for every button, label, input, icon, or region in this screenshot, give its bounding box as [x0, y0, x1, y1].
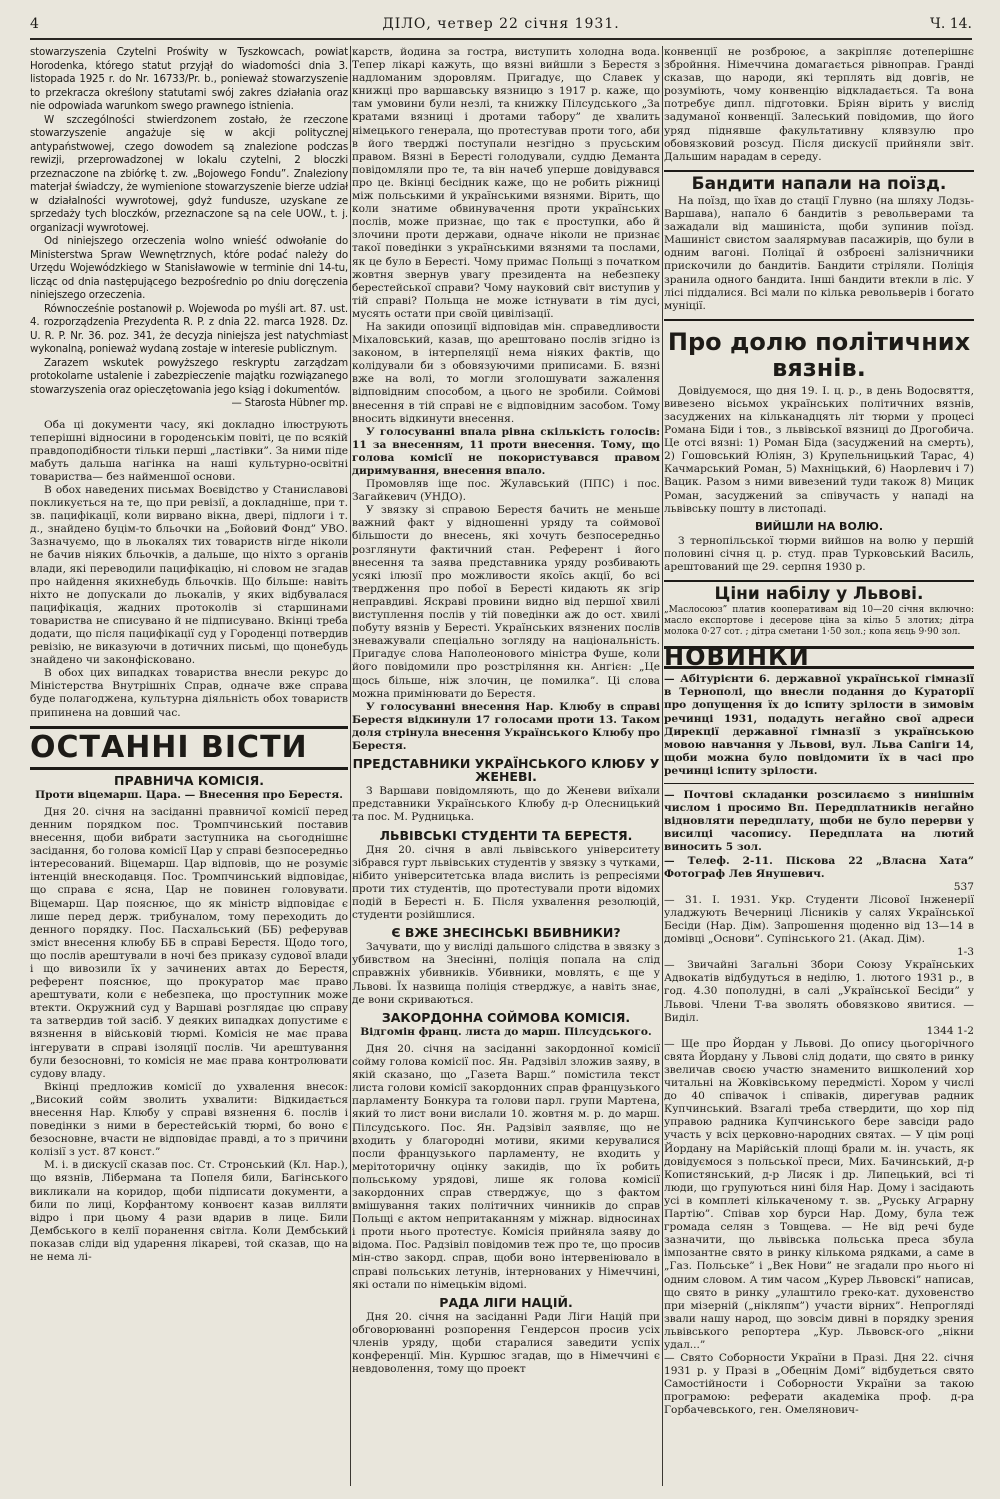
price-list: „Маслосоюз” платив кооперативам від 10—20 січня включно: масло експортове і десерове ціна за кільо 5 злотих; дітра молока 0·27 сот. ; дітра сметани 1·50 зол.; копа яєць 9·90 зол.	[664, 605, 974, 638]
polish-paragraph: Równocześnie postanowił p. Wojewoda po myśli art. 87. ust. 4. rozporządzenia Prezydenta R. P. z dnia 22. marca 1928. Dz. U. R. P. Nr. 36. poz. 341, że decyzja niniejsza jest natychmiast wykonalną, ponieważ wydaną zostaje w interesie publicznym.	[30, 302, 348, 355]
article-paragraph: Дня 20. січня в авлі львівського університету зібрався гурт львівських студентів у звязку з чутками, нібито університетська влада вислить із репресіями проти тих студентів, що протестували проти відомих подій в Бересті н. Б. Після ухвалення резолюцій, студенти розійшлися.	[352, 843, 660, 922]
headline-geneva: ПРЕДСТАВНИКИ УКРАЇНСЬКОГО КЛЮБУ У ЖЕНЕВІ.	[352, 756, 660, 785]
article-paragraph: З Варшави повідомляють, що до Женеви виїхали представники Українського Клюбу д-р Олесницький та пос. М. Рудницька.	[352, 785, 660, 824]
article-paragraph: Промовляв іще пос. Жулавський (ППС) і пос. Загайкевич (УНДО).	[352, 478, 660, 504]
article-paragraph: В обох наведених письмах Воєвідство у Станиславові покликується на те, що при ревізії, а докладніше, при т. зв. пацифікації, коли вирвано вікна, двері, підлоги і т. д., знайдено буцім-то бльочки на „Бойовий Фонд” УВО. Зазначуємо, що в льокалях тих товариств нігде ніколи не бачив ніяких бльочків, а дальше, що ніхто з органів влади, які переводили пацифікацію, ні словом не згадав про найдення якихнебудь бльочків. Що більше: навіть ніхто не допускали до льокалів, у яких відбувалася пацифікація, жадних протоколів зі старшинами товариства не списувано й не підписувано. Вкінці треба додати, що після пацифікації суд у Городенці потвердив ревізію, не виказуючи в дотичних письмі, що щонебудь знайдено чи законфісковано.	[30, 483, 348, 667]
headline-freed: ВИЙШЛИ НА ВОЛЮ.	[754, 519, 884, 533]
article-paragraph: карств, йодина за гостра, виступить холодна вода. Тепер лікарі кажуть, що вязні вийшли з Берестя з надломаним здоровлям. Пригадує, що Славек у книжці про варшавську вязницю з 1917 р. каже, що там умовини були незлі, та книжку Пілсудського „За кратами вязниці і дротами табору” де хвалить німецького генерала, що протестував проти того, аби в його тверджі поступали незгідно з прусьским правом. Вязні в Бересті голодували, суддю Деманта повідомляли про те, та він начеб уперше довідувався про це. Вкінці бесідник каже, що не робить ріжниці між польськими й українськими вязнями. Вірить, що коли знатиме обвинувачення проти українських послів, може признає, що так є проступки, або й злочини проти держави, одначе ніколи не признає такої поведінки з українськими вязнями та послами, як це було в Бересті. Чому примас Польщі з початком жовтня звернув увагу президента на небезпеку берестейської справи? Чому науковий світ виступив у тій справі? Польща не може істнувати в тім дусі, мусять остати при своїй цивілізації.	[352, 46, 660, 320]
ad-number: 1-3	[956, 946, 974, 959]
article-paragraph: Довідуємося, що дня 19. I. ц. р., в день Водосвяття, вивезено вісьмох українських політичних вязнів, засуджених на кільканадцять літ тюрми у процесі Романа Біди і тов., з львівської вязниці до Дрогобича. Це отсі вязні: 1) Роман Біда (засуджений на смерть), 2) Гошовський Юліян, 3) Крупельницький Тарас, 4) Качмарський Роман, 5) Махніцький, 6) Наорлевич і 7) Вацик. Разом з ними вивезений туди також 8) Мицик Роман, засуджений за співучасть у нападі на львівську пошту в листопаді.	[664, 384, 974, 515]
news-item: — Почтові складанки розсилаємо з нинішнім числом і просимо Вп. Передплатників негайно відновляти передплату, щоби не було перерви у висилці часопису. Передплата на лютий виносить 5 зол.	[664, 789, 974, 854]
headline-foreign-commission: ЗАКОРДОННА СОЙМОВА КОМІСІЯ.	[381, 1009, 631, 1025]
vote-result: У голосуванні внесення Нар. Клюбу в справі Берестя відкинули 17 голосами проти 13. Таком доля стрінула внесення Українського Клюбу про Берестя.	[352, 700, 660, 752]
news-item: — Ще про Йордан у Львові. До опису цьогорічного свята Йордану у Львові слід додати, що свято в ринку звеличав своєю участю знаменито вишколений хор читальні на Жовківському передмісті. Хором у числі до 40 співачок і співаків, дирегував радник Купчинський. Взагалі треба ствердити, що хор під управою радника Купчинського бере завсіди радо участь у всіх церковно-народних святах. — У цім році Йордану на Марійській площі брали м. ін. участь, як довідуємося з польської преси, Мих. Бачинський, д-р Копистянський, д-р Лисяк і др. Липецький, всі ті люди, що групуються нині біля Нар. Дому і засідають усі в комплеті кількаченому т. зв. „Руську Аграрну Партію”. Співав хор бурси Нар. Дому, була теж громада селян з Товщева. — Не від речі буде зазначити, що львівська польська преса збула імпозантне свято в ринку кількома рядками, а саме в „Газ. Польське” і „Век Нови” не згадали про нього ні одним словом. А тим часом „Курер Львовскі” написав, що свято в ринку „улаштило греко-кат. духовенство при мізерній („нікляпм”) участи вірних”. Непрогляді звали нашу народ, що зовсім дивні в порядку зрения львівського репортера „Кур. Львовск-ого „нікни удал...”	[664, 1037, 974, 1351]
column-rule	[350, 46, 351, 1486]
article-paragraph: На закиди опозиції відповідав мін. справедливости Міхаловський, казав, що арештовано послів згідно із законом, в інтерпеляції нема ніяких фактів, що колідували би з обовязуючими приписами. Б. вязні вже на волі, то могли зголошувати зажалення відповідним способом, а цього не зробили. Соймові внесення в тій справі не є відповідним засобом. Тому вносить відкинути внесення.	[352, 320, 660, 425]
news-item: — Абітурієнти 6. державної української гімназії в Тернополі, що внесли подання до Кураторії про допущення їх до іспиту зрілости в зимовім речинці 1931, подадуть негайно свої адреси Дирекції державної гімназії з українською мовою навчання у Львові, вул. Льва Сапіги 14, щоби можна було повідомити їх в часі про речинці іспиту зрілости.	[664, 673, 974, 777]
page-header	[30, 14, 972, 40]
vote-result: У голосуванні впала рівна скількість голосів: 11 за внесенням, 11 проти внесення. Тому, що голова комісії не покористувався правом диримування, внесення впало.	[352, 425, 660, 477]
article-paragraph: Вкінці предложив комісії до ухвалення внесок: „Високий сойм зволить ухвалити: Відкидається внесення Нар. Клюбу у справі вязнення 6. послів і поведінки з ними в берестейській тюрмі, бо воно є безосновне, вчасти не відповідає правді, а то з причини колізії з уст. 87 конст.”	[30, 1080, 348, 1159]
masthead-title: ДІЛО, четвер 22 січня 1931.	[382, 16, 620, 32]
column-left	[30, 46, 348, 1486]
section-title-latest-news: ОСТАННІ ВІСТИ	[30, 726, 348, 770]
ad-number: 537	[953, 880, 974, 893]
article-paragraph: М. і. в дискусії сказав пос. Ст. Стронський (Кл. Нар.), що вязнів, Лібермана та Попеля били, Багінського викликали на коридор, щоби підписати документи, а били по лиці, Корфантому конвоєнт казав вилляти відро і при цьому 4 рази вдарив в лице. Били Дембського в келії поранення світла. Коли Дембський показав сліди від ударення лікареві, той сказав, що на не нема лі-	[30, 1159, 348, 1264]
article-paragraph: З тернопільської тюрми вийшов на волю у першій половині січня ц. р. студ. прав Турковський Василь, арештований ще 29. серпня 1930 р.	[664, 534, 974, 573]
news-item: — Звичайні Загальні Збори Союзу Українських Адвокатів відбудуться в неділю, 1. лютого 1931 р., в год. 4.30 пополудні, в салі „Української Бесіди” у Львові. Члени Т-ва зволять обовязково явитися. — Виділ.	[664, 959, 974, 1024]
article-paragraph: Оба ці документи часу, які докладно ілюструють теперішні відносини в городенськім повіті, це по всякій правдоподібности тільки перші „ластівки”. За ними піде мабуть дальша нагінка на наші культурно-освітні товариства— без найменшої основи.	[30, 418, 348, 483]
article-paragraph: Дня 20. січня на засіданні закордонної комісії сойму голова комісії пос. Ян. Радзівіл зложив заяву, в якій сказано, що „Газета Варш.” помістила текст листа голови комісії закордонних справ французького парламенту Бонкура та голови парл. групи Мартена, який то лист вони вислали 10. жовтня м. р. до марш. Пілсудського. Пос. Ян. Радзівіл заявляє, що не входить у благородні мотиви, якими керувалися посли французького парламенту, не входить у мерітоторичну оцінку закидів, що їх робить польському урядові, лише як голова комісії закордонних справ стверджує, що з фактом вмішування таких політичних чинників до справ Польщі є актом непритаканням у міжнар. відносинах і проти нього протестує. Комісія прийняла заяву до відома. Пос. Радзівіл повідомив теж про те, що просив мін-ство закорд. справ, щоби воно інтервеніювало в справі польських летунів, інтернованих у Німеччині, які остали по німецькім відомі.	[352, 1042, 660, 1291]
headline-bandits: Бандити напали на поїзд.	[691, 173, 947, 194]
article-paragraph: конвенції не розброює, а закріпляє дотеперішнє збройння. Німеччина домагається рівноправ. Гранді сказав, що народи, які терплять від довгів, не розуміють, чому конвенцію відкладається. Та вона потребує дипл. підготовки. Бріян вірить у вислід задуманої конвенції. Залеський повідомив, що його уряд піднявше факультативну клявзулю про обовязковий розсуд. Після дискусії прийняли звіт. Дальшим нарадам в середу.	[664, 46, 974, 163]
article-paragraph: Дня 20. січня на засіданні правничої комісії перед денним порядком пос. Тромпчинський поставив внесення, щоби вибрати заступника на сьогоднішнє засідання, бо голова комісії Цар у справі безпосередньо інтересований. Віцемарш. Цар відповів, що не розуміє інтенцій внескодавця. Пос. Тромпчинський відповідає, що справа є ясна, Цар не повинен головувати. Віцемарш. Цар пояснює, що як міністр відповідає є лише перед держ. трибуналом, тому переходить до денного порядку. Пос. Пасхальський (ББ) реферував зміст внесення клюбу ББ в справі Берестя. Щодо того, що послів арештували в ночі без приказу судової влади і що вивозили їх у зачинених автах до Берестя, референт пояснює, що прокуратор має право арештувати, коли є небезпека, що проступник може втекти. Окружний суд у Варшаві розглядає цю справу та затвердив той засіб. У деяких випадках допустиме є вязнення в військовій тюрмі. Комісія не має права інгерувати в справі ізоляції послів. Чи арештування були безосновні, то комісія не має права контролювати судову владу.	[30, 805, 348, 1080]
polish-paragraph: Od niniejszego orzeczenia wolno wnieść odwołanie do Ministerstwa Spraw Wewnętrznych, które podać należy do Urzędu Wojewódzkiego w Stanisławowie w terminie dni 14-tu, licząc od dnia następującego bezpośrednio po dniu doręczenia niniejszego orzeczenia.	[30, 235, 348, 301]
news-item: — Телеф. 2-11. Піскова 22 „Власна Хата” Фотограф Лев Янушевич.	[664, 854, 974, 880]
article-paragraph: Дня 20. січня на засіданні Ради Ліги Націй при обговорюванні розпорення Гендерсон просив усіх членів уряду, щоби старалися заведити успіх конференції. Мін. Куршюс згадав, що в Німеччині є невдоволення, тому що проект	[352, 1310, 660, 1376]
section-title-news: НОВИНКИ	[664, 646, 974, 669]
page-number: 4	[30, 16, 39, 32]
headline-znesinnia: Є ВЖЕ ЗНЕСІНСЬКІ ВБИВНИКИ?	[391, 925, 621, 941]
headline-legal-commission: ПРАВНИЧА КОМІСІЯ.	[113, 772, 264, 788]
headline-dairy-prices: Ціни набілу у Львові.	[714, 584, 924, 605]
column-middle	[352, 46, 660, 1486]
column-right	[664, 46, 974, 1486]
article-paragraph: У звязку зі справою Берестя бачить не меньше важний факт у відношенні уряду та соймової більшости до внесень, які хочуть безпосередньо розглянути фактичний стан. Референт і його внесення та заява представника уряду розбивають усякі ілюзії про можливости якоїсь акції, бо всі твердження про побої в Бересті кидають як згір неправдиві. Яскраві провини видно від першої хвилі виступлення послів у тій поведінки аж до ост. хвилі побуту вязнів у Бересті. Українських вязнених послів зневажували спеціально зогляду на національність. Пригадує слова Наполеонового міністра Фуше, коли його повідомили про розстріляння кн. Ангієн: „Це щось більше, ніж злочин, це помилка”. Ці слова можна примінювати до Берестя.	[352, 504, 660, 700]
subheadline: Проти віцемарш. Цара. — Внесення про Берестя.	[35, 788, 343, 801]
issue-number: Ч. 14.	[930, 16, 972, 32]
news-item: — Свято Соборности України в Празі. Дня 22. січня 1931 р. у Празі в „Обецнім Домі” відбудеться свято Самостійности і Соборности України за такою програмою: реферати академіка проф. д-ра Горбачевського, ген. Омелянович-	[664, 1352, 974, 1417]
column-rule	[662, 46, 663, 1486]
headline-students: ЛЬВІВСЬКІ СТУДЕНТИ ТА БЕРЕСТЯ.	[379, 827, 633, 843]
polish-paragraph: W szczególności stwierdzonem zostało, że rzeczone stowarzyszenie angażuje się w akcji politycznej antypaństwowej, czego dowodem są znalezione podczas rewizji, przeprowadzonej w lokalu czytelni, 2 bloczki przeznaczone na zbiórkę t. zw. „Bojowego Fondu”. Znaleziony materjał świadczy, że wymienione stowarzyszenie bierze udział w działalności wywrotowej, gdyż fundusze, uzyskane ze sprzedaży tych bloczków, przeznaczone są na cele UOW., t. j. organizacji wywrotowej.	[30, 113, 348, 234]
article-paragraph: Зачувати, що у висліді дальшого слідства в звязку з убивством на Знесінні, поліція попала на слід справжніх убивників. Убивники, мовлять, є ще у Львові. Їх назвища поліція стверджує, а навіть знає, де вони скриваються.	[352, 941, 660, 1006]
headline-political-prisoners: Про долю політичних вязнів.	[667, 327, 971, 382]
polish-paragraph: stowarzyszenia Czytelni Proświty w Tyszkowcach, powiat Horodenka, którego statut przyjął do wiadomości dnia 3. listopada 1925 r. do Nr. 16733/Pr. b., ponieważ stowarzyszenie to przekracza określony statutami swój zakres działania oraz nie odpowiada warunkom swego prawnego istnienia.	[30, 46, 348, 112]
article-paragraph: На поїзд, що їхав до стації Глувно (на шляху Лодзь-Варшава), напало 6 бандитів з револьверами та зажадали від машиніста, щоби зупинив поїзд. Машиніст свистом заалярмував пасажирів, що були в одним вагоні. Поліцаї й озброєні залізничники прискочили до бандитів. Бандити стріляли. Поліція зранила одного бандита. Інші бандити втекли в ліс. У лісі піддалися. Всі мали по кілька револьверів і богато муніції.	[664, 194, 974, 312]
ad-number: 1344 1-2	[926, 1024, 974, 1037]
subheadline: Відгомін франц. листа до марш. Пілсудського.	[360, 1025, 652, 1038]
signature: — Starosta Hübner mp.	[231, 397, 348, 409]
headline-league-of-nations: РАДА ЛІГИ НАЦІЙ.	[439, 1294, 573, 1310]
news-item: — 31. I. 1931. Укр. Студенти Лісової Інженерії уладжують Вечерниці Лісників у салях Української Бесіди (Нар. Дім). Запрошення щоденно від 13—14 в домівці „Основи”. Супінського 21. (Акад. Дім).	[664, 893, 974, 946]
polish-paragraph: Zarazem wskutek powyższego reskryptu zarządzam protokolarne ustalenie i zabezpieczenie majątku rozwiązanego stowarzyszenia oraz opieczętowania jego ksiąg i dokumentów.	[30, 356, 348, 396]
article-paragraph: В обох цих випадках товариства внесли рекурс до Міністерства Внутрішніх Справ, одначе вже справа буде полагоджена, культурна діяльність обох товариств припинена на довший час.	[30, 667, 348, 719]
